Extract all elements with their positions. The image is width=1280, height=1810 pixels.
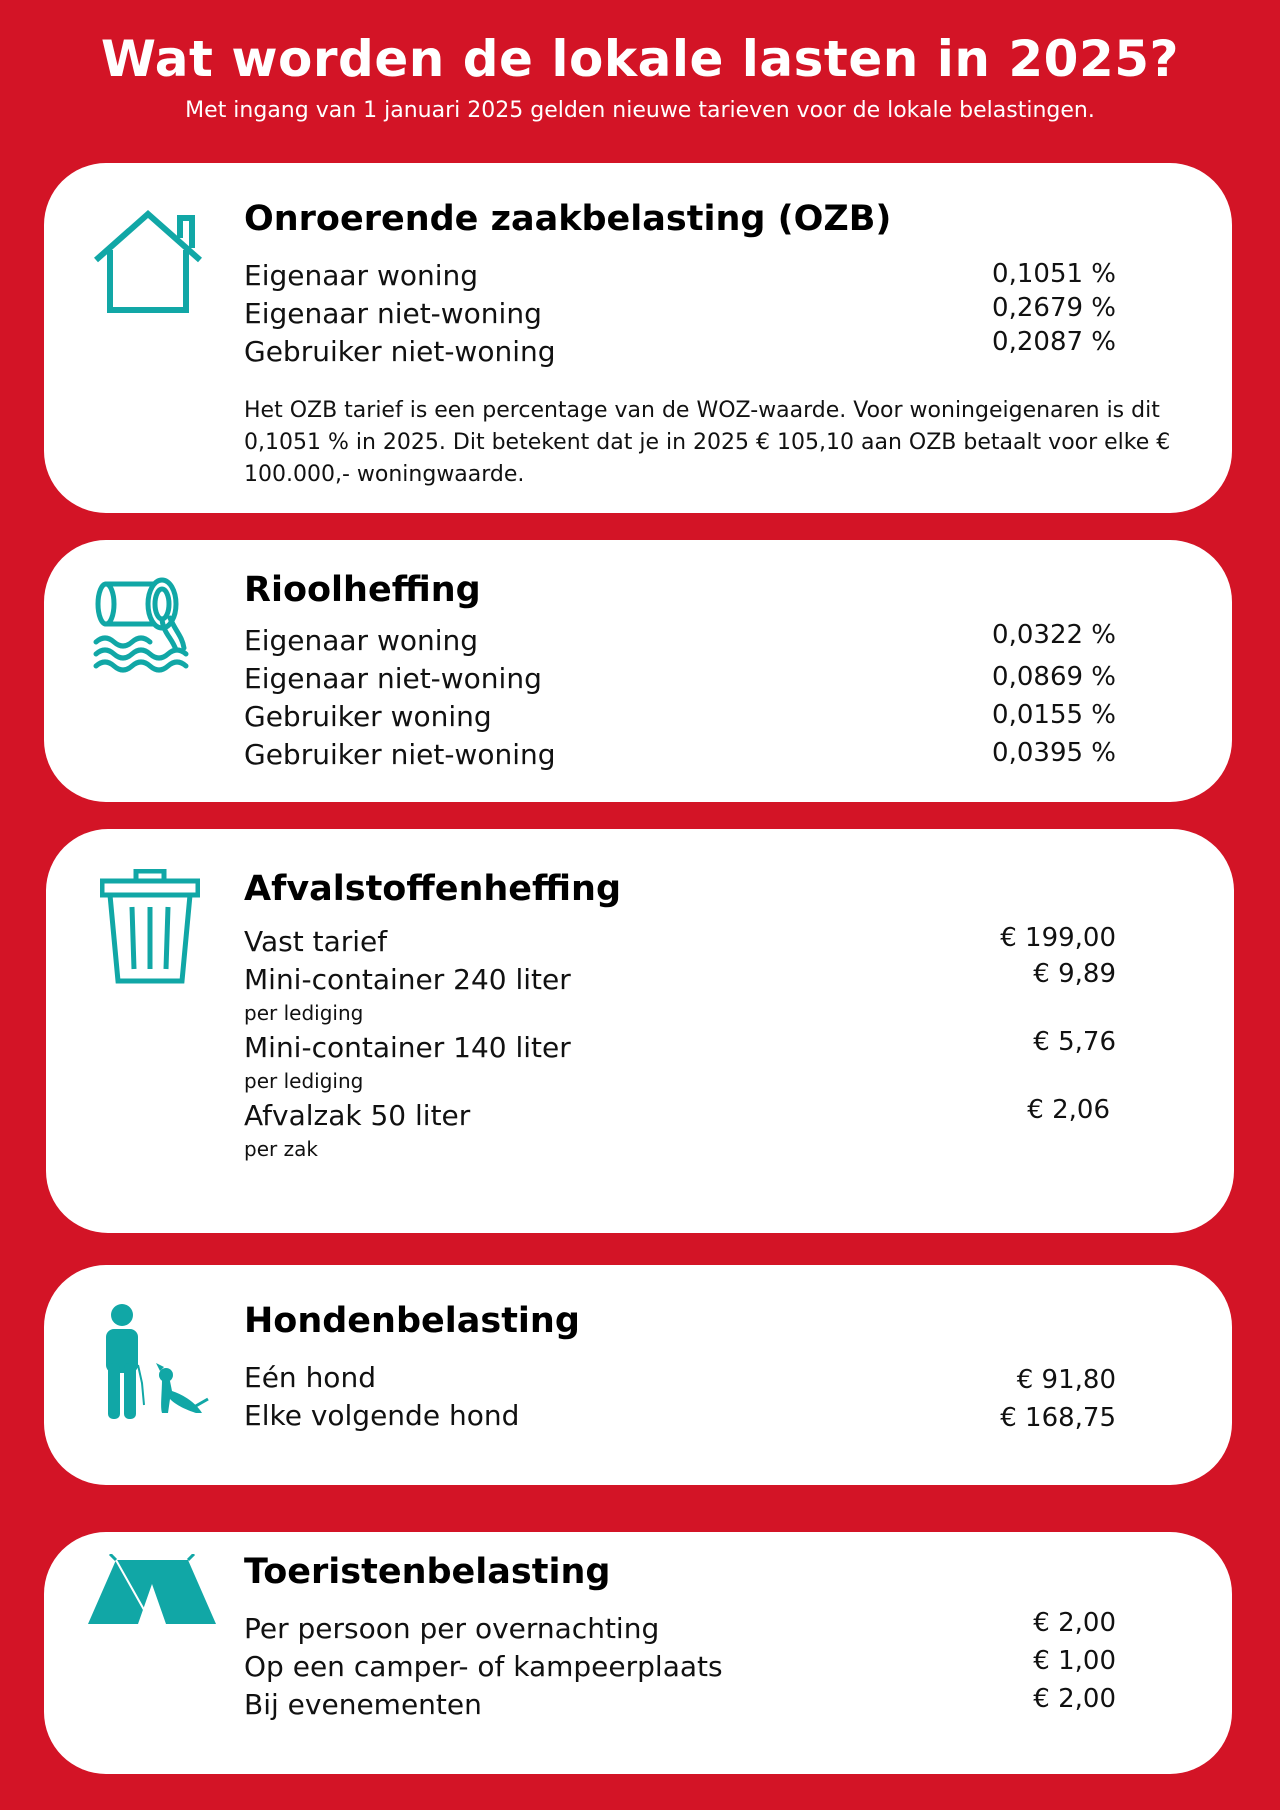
table-row (244, 293, 1116, 337)
row-value: € 5,76 (1033, 1027, 1116, 1057)
row-label: Vast tarief (244, 925, 388, 958)
row-value: 0,2679 % (992, 293, 1116, 323)
table-row (244, 327, 1116, 375)
row-value: € 2,00 (1033, 1684, 1116, 1714)
row-label: Gebruiker woning (244, 700, 492, 733)
row-label: Bij evenementen (244, 1688, 482, 1721)
table-row (244, 1684, 1116, 1728)
table-row (244, 925, 1116, 965)
house-icon (92, 208, 204, 314)
row-value: € 199,00 (1000, 923, 1116, 953)
row-label: Gebruiker niet-woning (244, 335, 556, 368)
row-value: € 2,00 (1033, 1608, 1116, 1638)
row-label: Eigenaar niet-woning (244, 297, 542, 330)
afval-card (46, 829, 1234, 1233)
trash-can-icon (100, 869, 200, 985)
honden-title: Hondenbelasting (244, 1301, 580, 1341)
row-sublabel: per zak (244, 1137, 318, 1161)
table-row (244, 1095, 1116, 1161)
table-row (244, 700, 1116, 740)
row-label: Mini-container 140 liter (244, 1031, 571, 1064)
table-row (244, 959, 1116, 1025)
table-row (244, 1608, 1116, 1652)
row-value: € 9,89 (1033, 959, 1116, 989)
row-value: 0,0869 % (992, 662, 1116, 692)
toerist-card (44, 1532, 1232, 1774)
row-label: Gebruiker niet-woning (244, 738, 556, 771)
row-value: € 2,06 (1027, 1095, 1110, 1125)
table-row (244, 1646, 1116, 1690)
row-sublabel: per lediging (244, 1069, 364, 1093)
row-label: Mini-container 240 liter (244, 963, 571, 996)
ozb-card (44, 163, 1232, 513)
tent-icon (86, 1554, 218, 1626)
row-value: 0,2087 % (992, 327, 1116, 357)
table-row (244, 259, 1116, 299)
person-with-dog-icon (98, 1303, 210, 1421)
table-row (244, 1361, 1116, 1401)
row-value: € 168,75 (1000, 1403, 1116, 1433)
row-label: Eigenaar niet-woning (244, 662, 542, 695)
row-label: Per persoon per overnachting (244, 1612, 660, 1645)
riool-card (44, 540, 1232, 802)
toerist-title: Toeristenbelasting (244, 1552, 611, 1592)
afval-title: Afvalstoffenheffing (244, 869, 622, 909)
row-label: Elke volgende hond (244, 1399, 520, 1432)
table-row (244, 620, 1116, 664)
row-label: Eigenaar woning (244, 624, 479, 657)
ozb-title: Onroerende zaakbelasting (OZB) (244, 199, 892, 239)
sewer-pipe-icon (92, 576, 202, 680)
riool-title: Rioolheffing (244, 570, 481, 610)
row-label: Eén hond (244, 1361, 376, 1394)
ozb-note: Het OZB tarief is een percentage van de WOZ-waarde. Voor woningeigenaren is dit 0,1051 % in 2025. Dit betekent dat je in 2025 € 105,10 aan OZB betaalt voor elke € 100.000,- woningwaarde. (244, 398, 1171, 487)
table-row (244, 1027, 1116, 1093)
row-label: Afvalzak 50 liter (244, 1099, 471, 1132)
row-value: 0,1051 % (992, 259, 1116, 289)
row-value: 0,0395 % (992, 738, 1116, 768)
row-value: € 1,00 (1033, 1646, 1116, 1676)
row-value: € 91,80 (1016, 1365, 1116, 1395)
row-value: 0,0155 % (992, 700, 1116, 730)
page-subtitle: Met ingang van 1 januari 2025 gelden nieuwe tarieven voor de lokale belastingen. (185, 98, 1095, 123)
row-label: Eigenaar woning (244, 259, 479, 292)
row-label: Op een camper- of kampeerplaats (244, 1650, 723, 1683)
table-row (244, 738, 1116, 778)
honden-card (44, 1265, 1232, 1485)
row-sublabel: per lediging (244, 1001, 364, 1025)
page-title: Wat worden de lokale lasten in 2025? (100, 30, 1180, 88)
table-row (244, 1399, 1116, 1439)
row-value: 0,0322 % (992, 620, 1116, 650)
table-row (244, 662, 1116, 702)
